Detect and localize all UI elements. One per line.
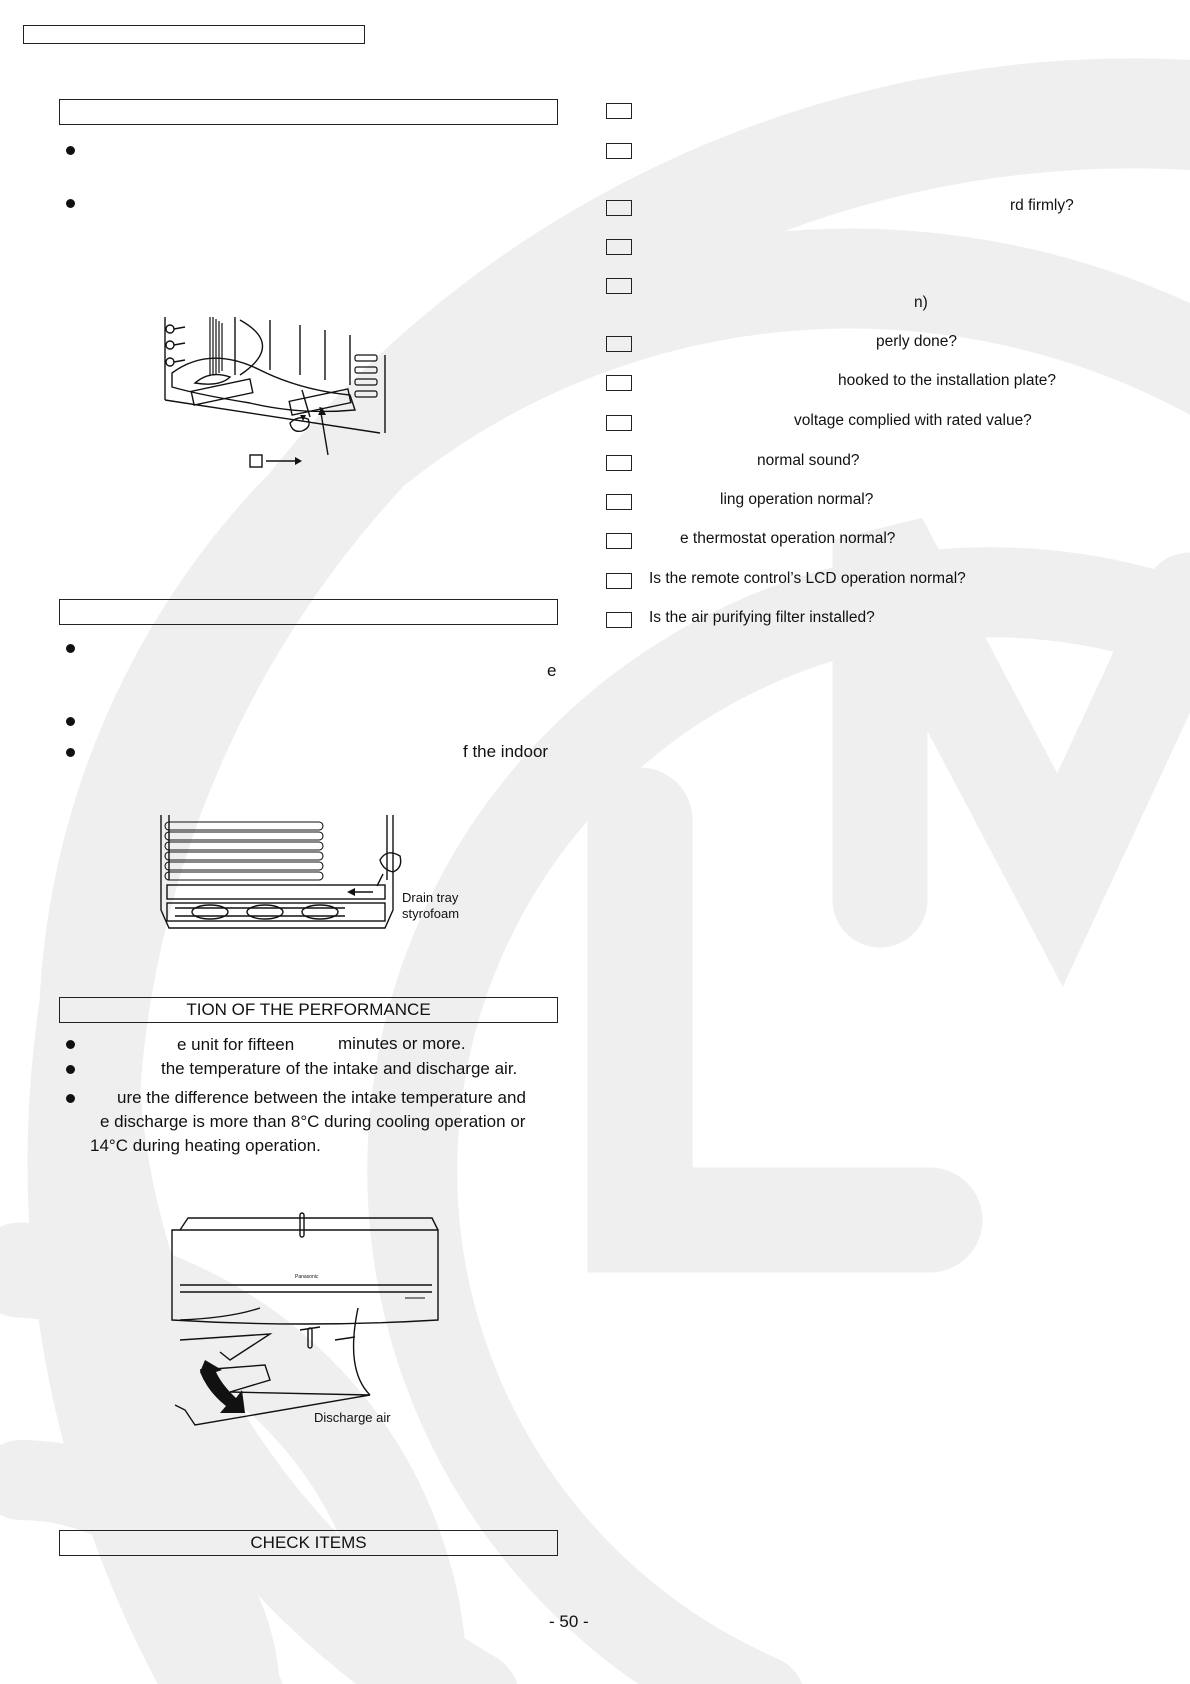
checkbox[interactable] (606, 415, 632, 431)
styrofoam-label: styrofoam (402, 906, 460, 921)
section-heading-2 (59, 599, 558, 625)
checklist-item-text: normal sound? (757, 452, 860, 469)
svg-text:Panasonic: Panasonic (295, 1274, 319, 1280)
checklist-item-text: Is the remote control’s LCD operation normal? (649, 570, 966, 587)
section-heading-check-items: CHECK ITEMS (59, 1530, 558, 1556)
text-fragment: e (547, 661, 557, 680)
drain-tray-figure (155, 810, 415, 940)
bullet-dot (66, 748, 75, 757)
checklist-item-text: e thermostat operation normal? (680, 530, 896, 547)
checklist-item-text: rd firmly? (1010, 197, 1074, 214)
text-fragment: f the indoor (463, 742, 549, 761)
drain-hose-figure (150, 315, 400, 475)
section-heading-1 (59, 99, 558, 125)
section-heading-performance: TION OF THE PERFORMANCE (59, 997, 558, 1023)
checkbox[interactable] (606, 455, 632, 471)
checkbox[interactable] (606, 239, 632, 255)
checklist-item-text: Is the air purifying filter installed? (649, 609, 875, 626)
bullet-dot (66, 1040, 75, 1049)
performance-text-2: the temperature of the intake and discharge air. (161, 1059, 518, 1078)
performance-text-1a: e unit for fifteen (177, 1035, 295, 1054)
checkbox[interactable] (606, 143, 632, 159)
performance-text-3-line2: e discharge is more than 8°C during cooling operation or (100, 1112, 526, 1131)
bullet-dot (66, 146, 75, 155)
checklist-item-text: voltage complied with rated value? (794, 412, 1032, 429)
performance-text-1b: minutes or more. (338, 1034, 466, 1053)
checkbox[interactable] (606, 494, 632, 510)
checkbox[interactable] (606, 375, 632, 391)
bullet-dot (66, 644, 75, 653)
checkbox[interactable] (606, 200, 632, 216)
page-number: - 50 - (549, 1612, 589, 1631)
checkbox[interactable] (606, 533, 632, 549)
checkbox[interactable] (606, 573, 632, 589)
checkbox[interactable] (606, 336, 632, 352)
discharge-air-label: Discharge air (314, 1410, 391, 1425)
checkbox[interactable] (606, 612, 632, 628)
bullet-dot (66, 199, 75, 208)
checklist-item-text: hooked to the installation plate? (838, 372, 1057, 389)
header-box (23, 25, 365, 44)
performance-text-3-line1: ure the difference between the intake temperature and (117, 1088, 526, 1107)
bullet-dot (66, 717, 75, 726)
drain-tray-label: Drain tray (402, 890, 459, 905)
bullet-dot (66, 1094, 75, 1103)
indoor-unit-figure (170, 1210, 445, 1435)
checklist-item-text: n) (914, 294, 928, 311)
checkbox[interactable] (606, 103, 632, 119)
checklist-item-text: ling operation normal? (720, 491, 874, 508)
performance-text-3-line3: 14°C during heating operation. (90, 1136, 321, 1155)
checklist-item-text: perly done? (876, 333, 958, 350)
bullet-dot (66, 1065, 75, 1074)
checkbox[interactable] (606, 278, 632, 294)
